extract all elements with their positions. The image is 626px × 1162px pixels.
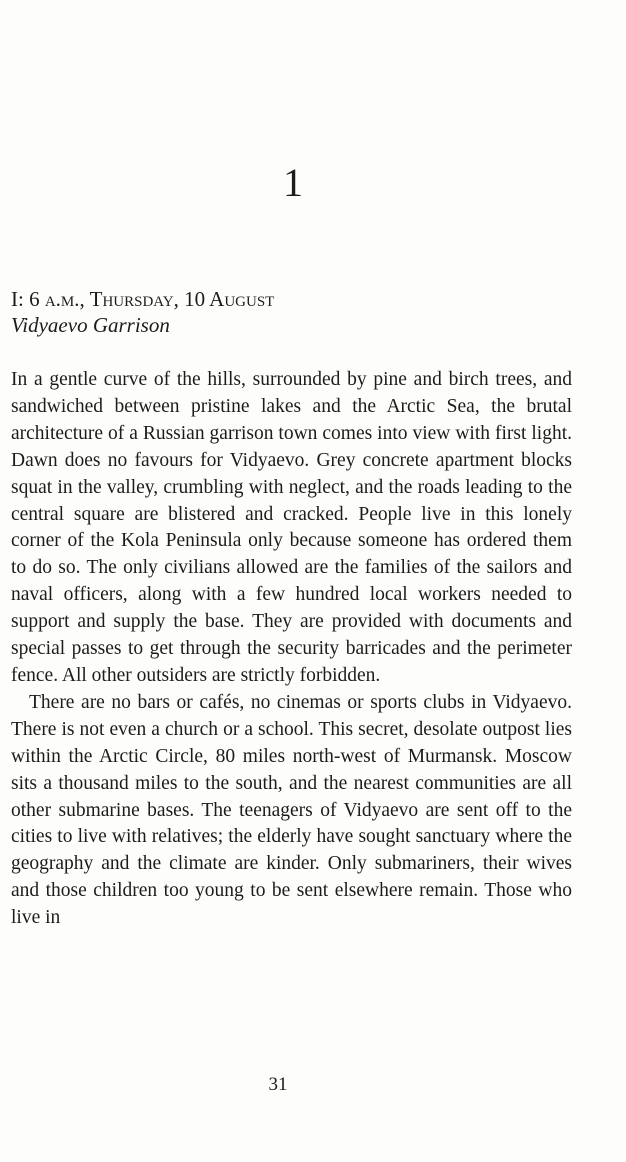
paragraph-2: There are no bars or cafés, no cinemas or sports clubs in Vidyaevo. There is not even a church or a school. This secret, desolate outpost lies within the Arctic Circle, 80 miles north-west of Murmansk. Moscow sits a thousand miles to the south, and the nearest communities are all other submarine bases. The teenagers of Vidyaevo are sent off to the cities to live with relatives; the elderly have sought sanctuary where the geography and the climate are kinder. Only submariners, their wives and those children too young to be sent elsewhere remain. Those who live in [11,691,572,929]
chapter-number: 1 [283,160,303,205]
body-text [11,367,572,932]
section-title: I: 6 a.m., Thursday, 10 August [11,287,275,311]
section-place: Vidyaevo Garrison [11,313,170,337]
section-heading [11,286,581,338]
paragraph-1: In a gentle curve of the hills, surrounded by pine and birch trees, and sandwiched between pristine lakes and the Arctic Sea, the brutal architecture of a Russian garrison town comes into view with first light. Dawn does no favours for Vidyaevo. Grey concrete apartment blocks squat in the valley, crumbling with neglect, and the roads leading to the central square are blistered and cracked. People live in this lonely corner of the Kola Peninsula only because someone has ordered them to do so. The only civilians allowed are the families of the sailors and naval officers, along with a few hundred local workers needed to support and supply the base. They are provided with documents and special passes to get through the security barricades and the perimeter fence. All other outsiders are strictly forbidden. [11,369,572,686]
page-number: 31 [268,1074,288,1095]
